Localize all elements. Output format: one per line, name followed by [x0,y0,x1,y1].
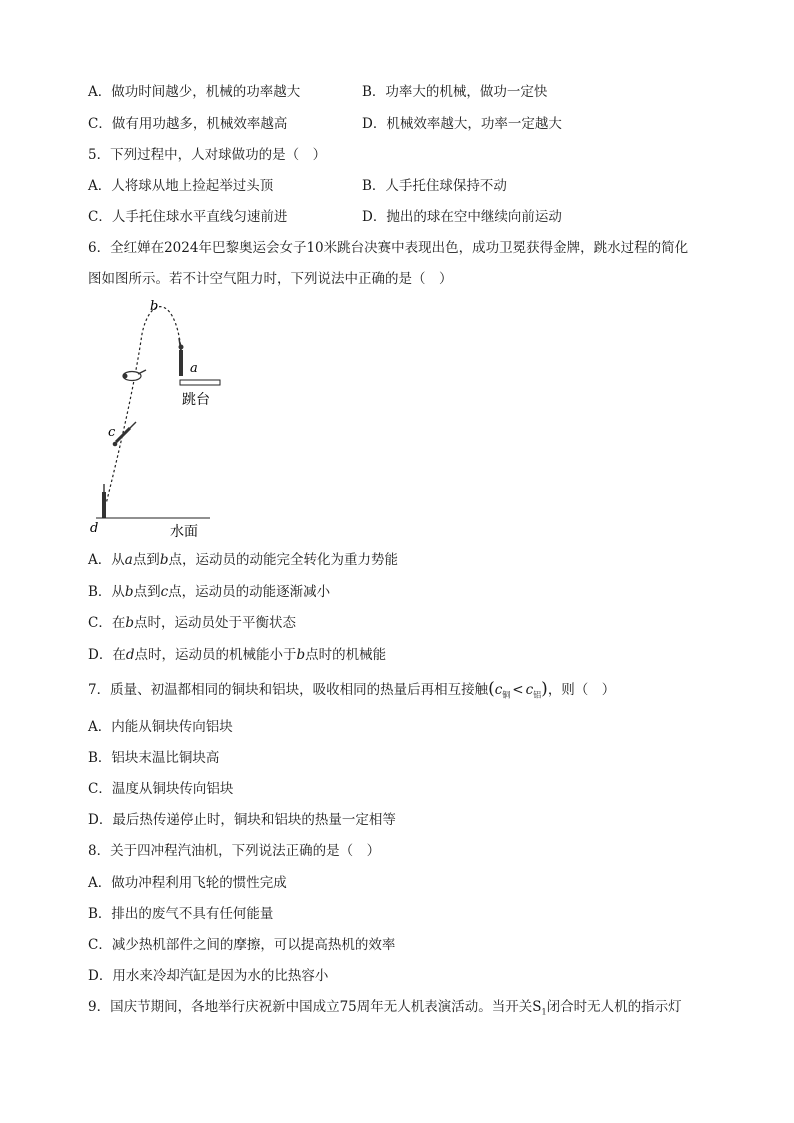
q7-option-d: D．最后热传递停止时，铜块和铝块的热量一定相等 [88,812,396,828]
q6-option-a: A．从a点到b点，运动员的动能完全转化为重力势能 [88,552,398,568]
q5-option-d: D．抛出的球在空中继续向前运动 [362,209,562,225]
q4-option-c: C．做有用功越多，机械效率越高 [88,116,288,132]
q6-option-c: C．在b点时，运动员处于平衡状态 [88,615,296,631]
point-label-b: b [150,299,159,314]
q5-option-b: B．人手托住球保持不动 [362,178,507,194]
q8-option-d: D．用水来冷却汽缸是因为水的比热容小 [88,968,329,984]
q8-stem: 8．关于四冲程汽油机，下列说法正确的是（ ） [88,843,381,859]
point-label-a: a [190,361,198,376]
point-label-d: d [90,521,99,536]
q4-option-b: B．功率大的机械，做功一定快 [362,84,548,100]
diving-diagram [86,294,236,540]
q8-option-a: A．做功冲程利用飞轮的惯性完成 [88,875,287,891]
diving-platform [180,380,220,385]
q6-option-d: D．在d点时，运动员的机械能小于b点时的机械能 [88,647,387,663]
q6-stem-line2: 图如图所示。若不计空气阻力时，下列说法中正确的是（ ） [88,271,453,287]
platform-label: 跳台 [182,392,210,408]
q9-stem: 9．国庆节期间，各地举行庆祝新中国成立75周年无人机表演活动。当开关$S_1$闭合时无人机的指示灯 [88,999,682,1017]
point-label-c: c [108,425,116,440]
q7-option-b: B．铝块末温比铜块高 [88,750,220,766]
q5-stem: 5．下列过程中，人对球做功的是（ ） [88,147,327,163]
q6-stem-line1: 6．全红婵在2024年巴黎奥运会女子10米跳台决赛中表现出色，成功卫冕获得金牌，跳水过程的简化 [88,240,689,256]
q4-option-d: D．机械效率越大，功率一定越大 [362,116,562,132]
q7-stem: 7．质量、初温都相同的铜块和铝块，吸收相同的热量后再相互接触$(c_铜 < c_铝)$，则（ ） [88,679,616,700]
q5-option-a: A．人将球从地上捡起举过头顶 [88,178,274,194]
q8-option-b: B．排出的废气不具有任何能量 [88,906,274,922]
diver-figure-d [102,484,106,518]
q4-option-a: A．做功时间越少，机械的功率越大 [88,84,301,100]
water-label: 水面 [170,524,198,540]
diver-figure-c [113,422,136,446]
q8-option-c: C．减少热机部件之间的摩擦，可以提高热机的效率 [88,937,396,953]
diver-figure-tuck [123,370,147,381]
diver-figure-a [179,338,184,376]
diving-trajectory [106,307,182,504]
q7-option-c: C．温度从铜块传向铝块 [88,781,234,797]
q7-option-a: A．内能从铜块传向铝块 [88,719,233,735]
q5-option-c: C．人手托住球水平直线匀速前进 [88,209,288,225]
q6-option-b: B．从b点到c点，运动员的动能逐渐减小 [88,584,331,600]
